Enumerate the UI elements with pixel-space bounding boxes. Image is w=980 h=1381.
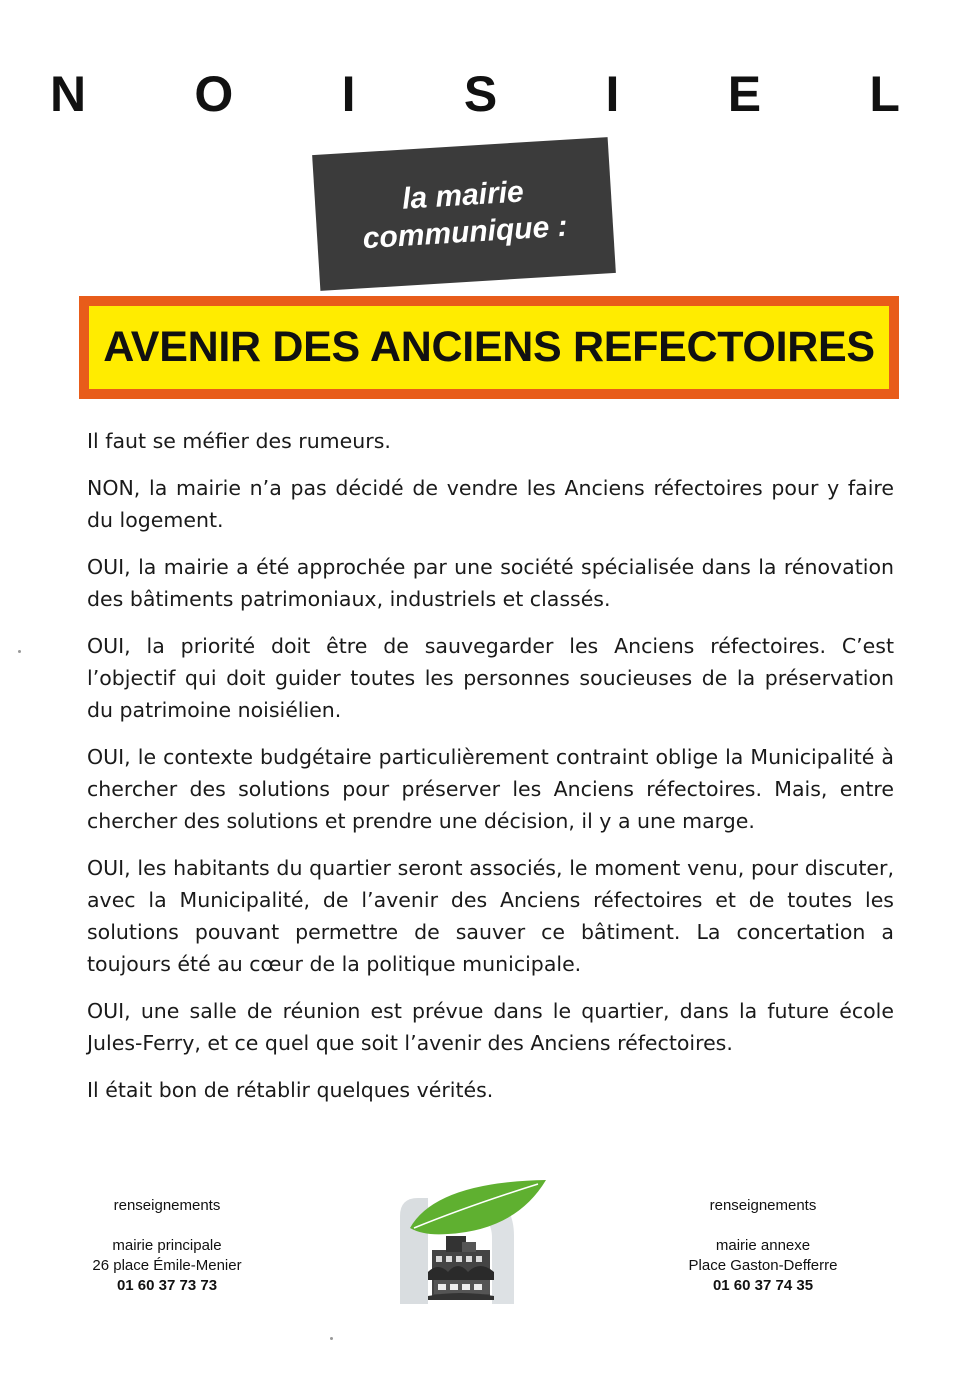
town-letter: N <box>50 66 87 122</box>
paragraph: OUI, la mairie a été approchée par une société spécialisée dans la rénovation des bâtiments patrimoniaux, industriels et classés. <box>87 555 894 611</box>
noisiel-logo-icon <box>388 1176 554 1310</box>
contact-mairie-annexe <box>663 1196 863 1296</box>
headline-banner <box>79 296 899 399</box>
mairie-line-1: la mairie <box>401 174 525 216</box>
contact-phone: 01 60 37 74 35 <box>712 1277 814 1294</box>
paragraph: Il était bon de rétablir quelques vérités. <box>87 1078 494 1102</box>
contact-mairie-principale <box>67 1196 267 1296</box>
town-letter: I <box>341 66 356 122</box>
contact-phone: 01 60 37 73 73 <box>116 1277 218 1294</box>
communique-body <box>87 425 894 1121</box>
scan-speck <box>330 1337 333 1340</box>
town-letter: E <box>727 66 762 122</box>
contact-address: Place Gaston-Defferre <box>688 1257 838 1274</box>
town-letter: I <box>605 66 620 122</box>
town-name <box>50 64 900 124</box>
mairie-line-2: communique : <box>361 209 569 256</box>
contact-label: renseignements <box>113 1197 221 1214</box>
paragraph: OUI, la priorité doit être de sauvegarder les Anciens réfectoires. C’est l’objectif qui doit guider toutes les personnes soucieuses de la préservation du patrimoine noisiélien. <box>87 634 894 722</box>
contact-name: mairie principale <box>112 1237 222 1254</box>
mairie-communique-box <box>312 137 616 291</box>
paragraph: OUI, les habitants du quartier seront associés, le moment venu, pour discuter, avec la Municipalité, de l’avenir des Anciens réfectoires et de toutes les solutions pouvant permettre de sauver ce bâtiment. La concertation a toujours été au cœur de la politique municipale. <box>87 856 894 976</box>
paragraph: OUI, une salle de réunion est prévue dans le quartier, dans la future école Jules-Ferry, et ce quel que soit l’avenir des Anciens réfectoires. <box>87 999 894 1055</box>
logo-building <box>428 1236 494 1300</box>
scan-speck <box>18 650 21 653</box>
headline-inner <box>89 306 889 389</box>
town-letter: L <box>869 66 900 122</box>
paragraph: NON, la mairie n’a pas décidé de vendre les Anciens réfectoires pour y faire du logement. <box>87 476 894 532</box>
town-letter: S <box>463 66 498 122</box>
contact-label: renseignements <box>709 1197 817 1214</box>
paragraph: Il faut se méfier des rumeurs. <box>87 429 391 453</box>
contact-name: mairie annexe <box>715 1237 811 1254</box>
paragraph: OUI, le contexte budgétaire particulièrement contraint oblige la Municipalité à chercher des solutions pour préserver les Anciens réfectoires. Mais, entre chercher des solutions et prendre une décision, il y a une marge. <box>87 745 894 833</box>
headline-title: AVENIR DES ANCIENS REFECTOIRES <box>103 323 875 371</box>
contact-address: 26 place Émile-Menier <box>92 1257 242 1274</box>
town-letter: O <box>194 66 234 122</box>
